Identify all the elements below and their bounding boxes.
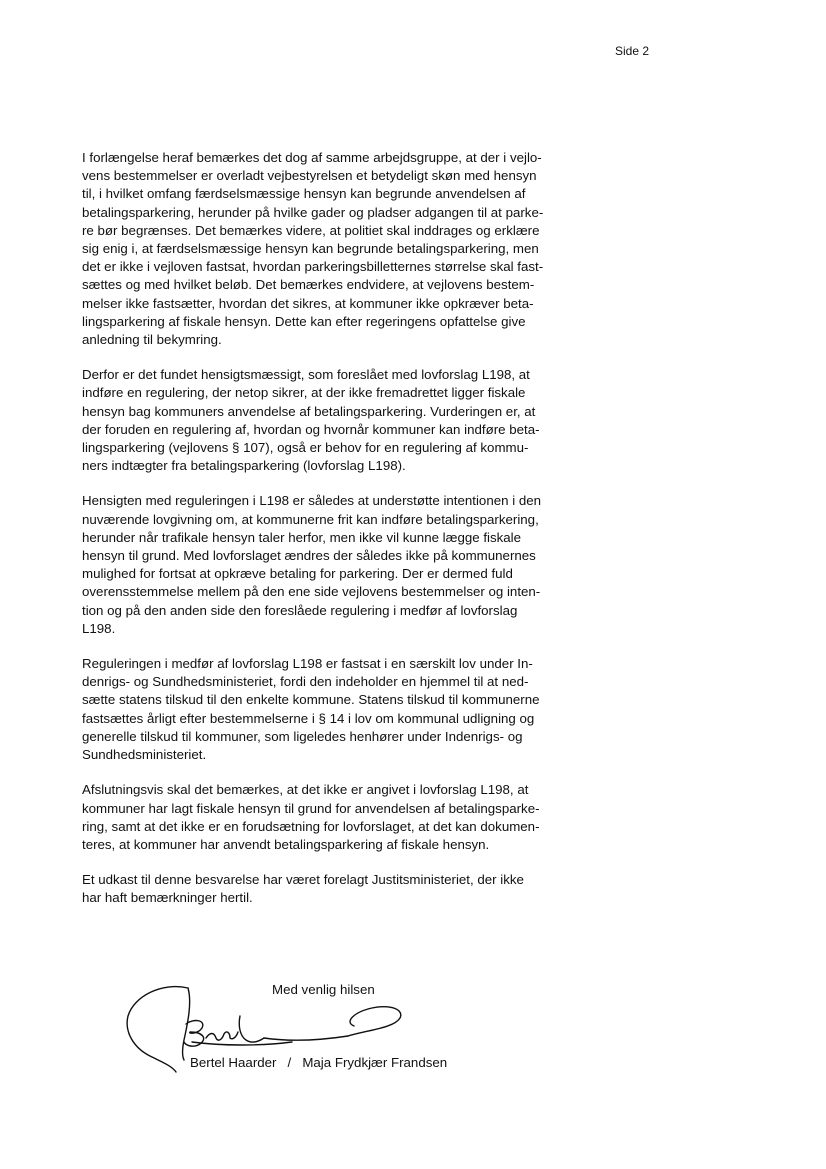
paragraph-3: Hensigten med reguleringen i L198 er således at understøtte intentionen i den nuværende lovgivning om, at kommunerne frit kan indføre betalingsparkering, herunder når trafikale hensyn taler herfor, men ikke vil kunne lægge fiskale hensyn til grund. Med lovforslaget ændres der således ikke på kommunernes mulighed for fortsat at opkræve betaling for parkering. Der er dermed fuld overensstemmelse mellem på den ene side vejlovens bestemmelser og inten- tion og på den anden side den foreslåede regulering i medfør af lovforslag L198. <box>82 493 542 636</box>
letter-body <box>82 149 556 925</box>
paragraph-1: I forlængelse heraf bemærkes det dog af samme arbejdsgruppe, at der i vejlo- vens bestemmelser er overladt vejbestyrelsen et betydeligt skøn med hensyn til, i hvilket omfang færdselsmæssige hensyn kan begrunde anvendelsen af betalingsparkering, herunder på hvilke gader og pladser adgangen til at parke- re bør begrænses. Det bemærkes videre, at politiet skal inddrages og erklære sig enig i, at færdselsmæssige hensyn kan begrunde betalingsparkering, men det er ikke i vejloven fastsat, hvordan parkeringsbilletternes størrelse skal fast- sættes og med hvilket beløb. Det bemærkes endvidere, at vejlovens bestem- melser ikke fastsætter, hvordan det sikres, at kommuner ikke opkræver beta- lingsparkering af fiskale hensyn. Dette kan efter regeringens opfattelse give anledning til bekymring. <box>82 150 544 348</box>
page-number: Side 2 <box>614 44 649 58</box>
paragraph-5: Afslutningsvis skal det bemærkes, at det ikke er angivet i lovforslag L198, at kommuner har lagt fiskale hensyn til grund for anvendelsen af betalingsparke- ring, samt at det ikke er en forudsætning for lovforslaget, at det kan dokumen- teres, at kommuner har anvendt betalingsparkering af fiskale hensyn. <box>82 782 540 852</box>
closing-greeting: Med venlig hilsen <box>272 982 375 997</box>
signatory-names: Bertel Haarder / Maja Frydkjær Frandsen <box>190 1055 448 1070</box>
paragraph-4: Reguleringen i medfør af lovforslag L198 er fastsat i en særskilt lov under In- denrigs- og Sundhedsministeriet, fordi den indeholder en hjemmel til at ned- sætte statens tilskud til den enkelte kommune. Statens tilskud til kommunerne fastsættes årligt efter bestemmelserne i § 14 i lov om kommunal udligning og generelle tilskud til kommuner, som ligeledes henhører under Indenrigs- og Sundhedsministeriet. <box>82 656 540 763</box>
paragraph-6: Et udkast til denne besvarelse har været forelagt Justitsministeriet, der ikke har haft bemærkninger hertil. <box>82 872 524 906</box>
paragraph-2: Derfor er det fundet hensigtsmæssigt, som foreslået med lovforslag L198, at indføre en regulering, der netop sikrer, at der ikke fremadrettet ligger fiskale hensyn bag kommuners anvendelse af betalingsparkering. Vurderingen er, at der foruden en regulering af, hvordan og hvornår kommuner kan indføre beta- lingsparkering (vejlovens § 107), også er behov for en regulering af kommu- ners indtægter fra betalingsparkering (lovforslag L198). <box>82 367 540 474</box>
